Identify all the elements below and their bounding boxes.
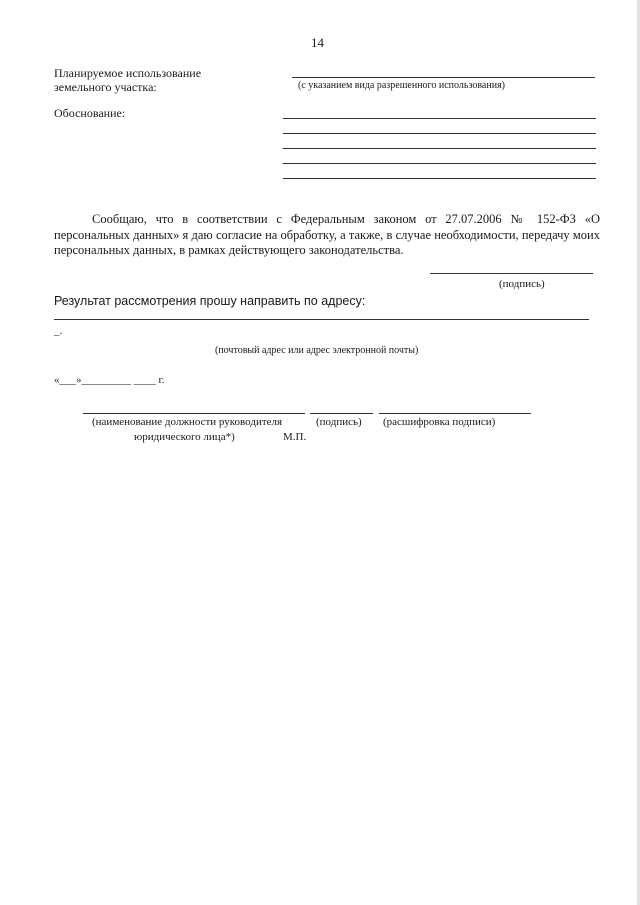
footer-signature-hint: (подпись)	[316, 416, 362, 428]
justification-field-line[interactable]	[283, 118, 596, 119]
land-use-field[interactable]	[292, 77, 595, 78]
land-use-label-line2: земельного участка:	[54, 80, 157, 94]
signature-field[interactable]	[430, 273, 593, 274]
address-field[interactable]	[54, 319, 589, 320]
justification-field-line[interactable]	[283, 163, 596, 164]
signature-hint: (подпись)	[499, 278, 545, 290]
footer-signature-field[interactable]	[310, 413, 373, 414]
land-use-hint: (с указанием вида разрешенного использования)	[298, 80, 506, 91]
result-label: Результат рассмотрения прошу направить по адресу:	[54, 294, 366, 308]
stamp-label: М.П.	[283, 431, 307, 443]
consent-text: Сообщаю, что в соответствии с Федеральным законом от 27.07.2006 № 152-ФЗ «О персональных данных» я даю согласие на обработку, а также, в случае необходимости, передачу моих персональных данных, в рамках действующего законодательства.	[54, 212, 600, 257]
justification-field-line[interactable]	[283, 133, 596, 134]
address-continuation: _.	[54, 325, 63, 337]
decryption-hint: (расшифровка подписи)	[383, 416, 496, 428]
justification-field-line[interactable]	[283, 148, 596, 149]
date-field[interactable]: «___»_________ ____ г.	[54, 374, 165, 386]
decryption-field[interactable]	[379, 413, 531, 414]
address-hint: (почтовый адрес или адрес электронной почты)	[215, 345, 419, 356]
position-hint-line2: юридического лица*)	[134, 431, 235, 443]
land-use-label-line1: Планируемое использование	[54, 66, 202, 80]
page-number: 14	[311, 35, 324, 50]
justification-field-line[interactable]	[283, 178, 596, 179]
consent-paragraph	[54, 212, 600, 259]
position-field[interactable]	[83, 413, 305, 414]
justification-label: Обоснование:	[54, 106, 126, 120]
position-hint-line1: (наименование должности руководителя	[92, 416, 283, 428]
